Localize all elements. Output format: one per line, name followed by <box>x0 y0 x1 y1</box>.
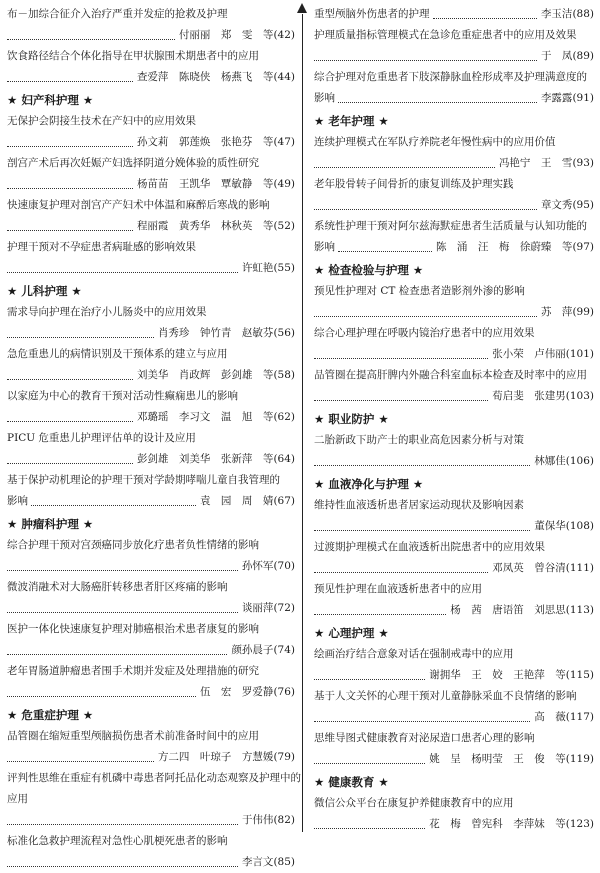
page-number: (42) <box>273 29 295 41</box>
dot-leader <box>7 146 133 147</box>
page-number: (70) <box>273 560 295 572</box>
author-line <box>314 153 594 174</box>
article-title-tail: 影响 <box>314 92 335 104</box>
author-names: 邓璐瑶 李习文 温 旭 等 <box>136 411 274 423</box>
article-title: 综合心理护理在呼吸内镜治疗患者中的应用效果 <box>314 327 535 339</box>
toc-entry[interactable] <box>7 768 301 831</box>
toc-entry[interactable] <box>7 4 295 46</box>
article-title: 品管圈在缩短重型颅脑损伤患者术前准备时间中的应用 <box>7 730 259 742</box>
author-names: 陈 涌 汪 梅 徐蔚臻 等 <box>435 241 573 253</box>
author-names: 苏 萍 <box>540 306 573 318</box>
page-number: (74) <box>273 644 295 656</box>
author-line <box>314 451 594 472</box>
article-title: 无保护会阴接生技术在产妇中的应用效果 <box>7 115 196 127</box>
author-names: 程丽霞 黄秀华 林秋英 等 <box>136 220 274 232</box>
dot-leader <box>7 824 238 825</box>
author-line <box>314 749 594 770</box>
dot-leader <box>314 400 488 401</box>
page-number: (82) <box>273 814 295 826</box>
author-line <box>7 598 295 619</box>
dot-leader <box>7 761 154 762</box>
toc-entry[interactable] <box>314 174 594 216</box>
column-divider-arrow <box>297 3 307 13</box>
page-number: (103) <box>565 390 594 402</box>
dot-leader <box>314 358 488 359</box>
article-title: 基于人文关怀的心理干预对儿童静脉采血不良情绪的影响 <box>314 690 577 702</box>
page-number: (79) <box>273 751 295 763</box>
toc-entry[interactable] <box>7 302 295 344</box>
toc-entry[interactable] <box>7 428 295 470</box>
author-names: 李露露 <box>540 92 573 104</box>
page-number: (106) <box>565 455 594 467</box>
author-line <box>314 302 594 323</box>
author-names: 彭剑雄 刘美华 张新萍 等 <box>136 453 274 465</box>
dot-leader <box>7 463 133 464</box>
column-divider <box>302 14 303 832</box>
article-title: 微信公众平台在康复护养健康教育中的应用 <box>314 797 514 809</box>
article-title-tail: 重型颅脑外伤患者的护理 <box>314 8 430 20</box>
author-names: 姚 呈 杨明莹 王 俊 等 <box>429 753 566 765</box>
author-names: 付丽丽 郑 雯 等 <box>178 29 274 41</box>
article-title: 综合护理干预对宫颈癌同步放化疗患者负性情绪的影响 <box>7 539 259 551</box>
page-number: (97) <box>572 241 594 253</box>
section-heading: ★ 肿瘤科护理 ★ <box>7 517 94 531</box>
toc-entry[interactable] <box>7 726 295 768</box>
author-names: 杨 茜 唐语笛 刘思思 <box>450 604 566 616</box>
toc-entry[interactable] <box>314 4 594 25</box>
author-names: 谈丽萍 <box>241 602 274 614</box>
toc-entry[interactable] <box>7 344 295 386</box>
dot-leader <box>7 612 238 613</box>
dot-leader <box>7 81 133 82</box>
author-line <box>7 365 295 386</box>
page-number: (93) <box>572 157 594 169</box>
toc-entry[interactable] <box>314 495 594 537</box>
article-title: 医护一体化快速康复护理对肺癌根治术患者康复的影响 <box>7 623 259 635</box>
page-number: (113) <box>565 604 594 616</box>
page-number: (58) <box>273 369 295 381</box>
section-heading: ★ 危重症护理 ★ <box>7 708 94 722</box>
article-title: 思维导图式健康教育对泌尿造口患者心理的影响 <box>314 732 535 744</box>
author-line <box>7 407 295 428</box>
article-title: 系统性护理干预对阿尔兹海默症患者生活质量与认知功能的 <box>314 220 587 232</box>
toc-entry[interactable] <box>7 831 295 873</box>
article-title: 综合护理对危重患者下肢深静脉血栓形成率及护理满意度的 <box>314 71 587 83</box>
dot-leader <box>7 570 238 571</box>
dot-leader <box>314 209 537 210</box>
author-names: 许虹艳 <box>241 262 274 274</box>
toc-entry[interactable] <box>7 577 295 619</box>
author-names: 高 薇 <box>534 711 566 723</box>
article-title: 护理质量指标管理模式在急诊危重症患者中的应用及效果 <box>314 29 577 41</box>
page-number: (123) <box>565 818 594 830</box>
author-line <box>7 216 295 237</box>
page-number: (56) <box>273 327 295 339</box>
toc-column-right <box>314 4 594 835</box>
toc-entry[interactable] <box>314 686 594 728</box>
article-title: 老年股骨转子间骨折的康复训练及护理实践 <box>314 178 514 190</box>
dot-leader <box>314 530 530 531</box>
author-names: 谢拥华 王 姣 王艳萍 等 <box>429 669 566 681</box>
author-line <box>7 132 295 153</box>
toc-entry[interactable] <box>314 728 594 770</box>
author-names: 方二四 叶琼子 方慧媛 <box>157 751 274 763</box>
article-title: 饮食路径结合个体化指导在甲状腺围术期患者中的应用 <box>7 50 259 62</box>
page-number: (99) <box>572 306 594 318</box>
author-line <box>7 640 295 661</box>
article-title: 绘画治疗结合意象对话在强制戒毒中的应用 <box>314 648 514 660</box>
page-number: (52) <box>273 220 295 232</box>
author-line <box>314 4 594 25</box>
page-number: (47) <box>273 136 295 148</box>
author-line <box>314 814 594 835</box>
author-line <box>314 46 594 67</box>
page-number: (91) <box>572 92 594 104</box>
dot-leader <box>7 866 238 867</box>
article-title: 快速康复护理对剖宫产产妇术中体温和麻醉后寒战的影响 <box>7 199 270 211</box>
author-line <box>314 516 594 537</box>
toc-entry[interactable] <box>7 237 295 279</box>
toc-entry[interactable] <box>314 281 594 323</box>
toc-entry[interactable] <box>314 793 594 835</box>
author-names: 袁 园 周 婧 <box>199 495 274 507</box>
section-heading: ★ 老年护理 ★ <box>314 114 389 128</box>
article-title: 布－加综合征介入治疗严重并发症的抢救及护理 <box>7 8 228 20</box>
author-line <box>314 707 594 728</box>
article-title: 标准化急救护理流程对急性心肌梗死患者的影响 <box>7 835 228 847</box>
author-names: 荀启斐 张建男 <box>492 390 566 402</box>
dot-leader <box>7 654 227 655</box>
article-title: 二胎新政下助产士的职业高危因素分析与对策 <box>314 434 524 446</box>
author-names: 查爱萍 陈晓侠 杨燕飞 等 <box>136 71 274 83</box>
page-number: (49) <box>273 178 295 190</box>
author-line <box>314 665 594 686</box>
page-number: (101) <box>565 348 594 360</box>
toc-entry[interactable] <box>314 67 594 109</box>
dot-leader <box>7 421 133 422</box>
dot-leader <box>7 337 154 338</box>
author-line <box>314 344 594 365</box>
toc-entry[interactable] <box>314 644 594 686</box>
section-heading: ★ 健康教育 ★ <box>314 775 389 789</box>
article-title: 维持性血液透析患者居家运动现状及影响因素 <box>314 499 524 511</box>
article-title: 护理干预对不孕症患者病耻感的影响效果 <box>7 241 196 253</box>
article-title: 品管圈在提高肝脾内外融合科室血标本检查及时率中的应用 <box>314 369 587 381</box>
dot-leader <box>338 102 537 103</box>
author-line <box>7 67 295 88</box>
author-names: 孙怀军 <box>241 560 274 572</box>
dot-leader <box>7 230 133 231</box>
page-number: (115) <box>565 669 594 681</box>
toc-entry[interactable] <box>314 430 594 472</box>
toc-entry[interactable] <box>7 619 295 661</box>
toc-entry[interactable] <box>314 537 594 579</box>
dot-leader <box>7 188 133 189</box>
dot-leader <box>7 379 133 380</box>
article-title: 剖宫产术后再次妊娠产妇选择阴道分娩体验的质性研究 <box>7 157 259 169</box>
author-names: 李言文 <box>241 856 274 868</box>
section-heading: ★ 心理护理 ★ <box>314 626 389 640</box>
author-names: 于 凤 <box>540 50 573 62</box>
section-heading: ★ 儿科护理 ★ <box>7 284 82 298</box>
author-line <box>314 386 594 407</box>
article-title: 评判性思维在重症有机磷中毒患者阿托品化动态观察及护理中的 <box>7 772 301 784</box>
article-title: PICU 危重患儿护理评估单的设计及应用 <box>7 432 196 444</box>
page-number: (88) <box>572 8 594 20</box>
article-title: 预见性护理对 CT 检查患者造影剂外渗的影响 <box>314 285 525 297</box>
dot-leader <box>314 572 488 573</box>
author-names: 章文秀 <box>540 199 573 211</box>
author-names: 孙文莉 郭莲焕 张艳芬 等 <box>136 136 274 148</box>
dot-leader <box>7 696 196 697</box>
author-line <box>7 258 295 279</box>
section-heading: ★ 血液净化与护理 ★ <box>314 477 424 491</box>
page-number: (44) <box>273 71 295 83</box>
page-number: (64) <box>273 453 295 465</box>
author-names: 颜孙晨子 <box>231 644 274 656</box>
author-names: 伍 宏 罗爱静 <box>199 686 274 698</box>
dot-leader <box>7 272 238 273</box>
page-number: (67) <box>273 495 295 507</box>
toc-column-left <box>7 4 301 873</box>
toc-entry[interactable] <box>7 195 295 237</box>
article-title: 以家庭为中心的教育干预对活动性癫痫患儿的影响 <box>7 390 238 402</box>
article-title-tail: 影响 <box>7 495 28 507</box>
page-number: (117) <box>565 711 594 723</box>
toc-entry[interactable] <box>7 535 295 577</box>
dot-leader <box>314 614 446 615</box>
dot-leader <box>433 18 537 19</box>
article-title: 连续护理模式在军队疗养院老年慢性病中的应用价值 <box>314 136 556 148</box>
dot-leader <box>7 39 175 40</box>
toc-entry[interactable] <box>7 153 295 195</box>
section-heading: ★ 职业防护 ★ <box>314 412 389 426</box>
dot-leader <box>314 679 425 680</box>
author-names: 张小荣 卢伟丽 <box>492 348 566 360</box>
dot-leader <box>314 465 530 466</box>
toc-entry[interactable] <box>7 661 295 703</box>
author-line <box>7 449 295 470</box>
author-line <box>7 682 295 703</box>
toc-entry[interactable] <box>7 111 295 153</box>
toc-entry[interactable] <box>314 579 594 621</box>
author-line <box>7 174 295 195</box>
page-number: (85) <box>273 856 295 868</box>
toc-entry[interactable] <box>7 46 295 88</box>
author-names: 李玉洁 <box>540 8 573 20</box>
author-names: 刘美华 肖政辉 彭剑雄 等 <box>136 369 274 381</box>
page-number: (62) <box>273 411 295 423</box>
dot-leader <box>338 251 432 252</box>
toc-entry[interactable] <box>7 386 295 428</box>
author-names: 于伟伟 <box>241 814 274 826</box>
section-heading: ★ 妇产科护理 ★ <box>7 93 94 107</box>
author-line <box>7 810 295 831</box>
page-number: (76) <box>273 686 295 698</box>
page-number: (95) <box>572 199 594 211</box>
article-title: 应用 <box>7 793 28 805</box>
author-line <box>7 747 295 768</box>
author-line <box>7 491 295 512</box>
page-number: (89) <box>572 50 594 62</box>
toc-entry[interactable] <box>314 323 594 365</box>
article-title: 过渡期护理模式在血液透析出院患者中的应用效果 <box>314 541 545 553</box>
page-number: (108) <box>565 520 594 532</box>
author-line <box>7 852 295 873</box>
dot-leader <box>314 828 425 829</box>
toc-entry[interactable] <box>314 365 594 407</box>
toc-entry[interactable] <box>7 470 295 512</box>
article-title-tail: 影响 <box>314 241 335 253</box>
author-names: 邓凤英 曾谷清 <box>492 562 566 574</box>
toc-entry[interactable] <box>314 25 594 67</box>
page-number: (55) <box>273 262 295 274</box>
dot-leader <box>314 167 495 168</box>
author-names: 林娜佳 <box>534 455 566 467</box>
author-line <box>7 323 295 344</box>
author-line <box>314 195 594 216</box>
section-heading: ★ 检查检验与护理 ★ <box>314 263 424 277</box>
page-number: (119) <box>565 753 594 765</box>
author-names: 肖秀珍 钟竹青 赵敏芬 <box>157 327 274 339</box>
article-title: 基于保护动机理论的护理干预对学龄期哮喘儿童自我管理的 <box>7 474 280 486</box>
dot-leader <box>314 60 537 61</box>
author-line <box>314 600 594 621</box>
article-title: 老年胃肠道肿瘤患者围手术期并发症及处理措施的研究 <box>7 665 259 677</box>
author-line <box>314 237 594 258</box>
toc-entry[interactable] <box>314 132 594 174</box>
dot-leader <box>314 316 537 317</box>
page-number: (111) <box>565 562 594 574</box>
author-line <box>7 25 295 46</box>
author-line <box>314 88 594 109</box>
author-line <box>7 556 295 577</box>
dot-leader <box>314 763 425 764</box>
dot-leader <box>314 721 530 722</box>
author-names: 杨苗苗 王凯华 覃敏静 等 <box>136 178 274 190</box>
author-names: 冯艳宁 王 雪 <box>498 157 573 169</box>
article-title: 急危重患儿的病情识别及干预体系的建立与应用 <box>7 348 228 360</box>
author-names: 花 梅 曾宪科 李萍妹 等 <box>429 818 566 830</box>
toc-entry[interactable] <box>314 216 594 258</box>
article-title: 预见性护理在血液透析患者中的应用 <box>314 583 482 595</box>
article-title: 微波消融术对大肠癌肝转移患者肝区疼痛的影响 <box>7 581 228 593</box>
author-line <box>314 558 594 579</box>
dot-leader <box>31 505 196 506</box>
page-number: (72) <box>273 602 295 614</box>
article-title: 需求导向护理在治疗小儿肠炎中的应用效果 <box>7 306 207 318</box>
author-names: 董保华 <box>534 520 566 532</box>
